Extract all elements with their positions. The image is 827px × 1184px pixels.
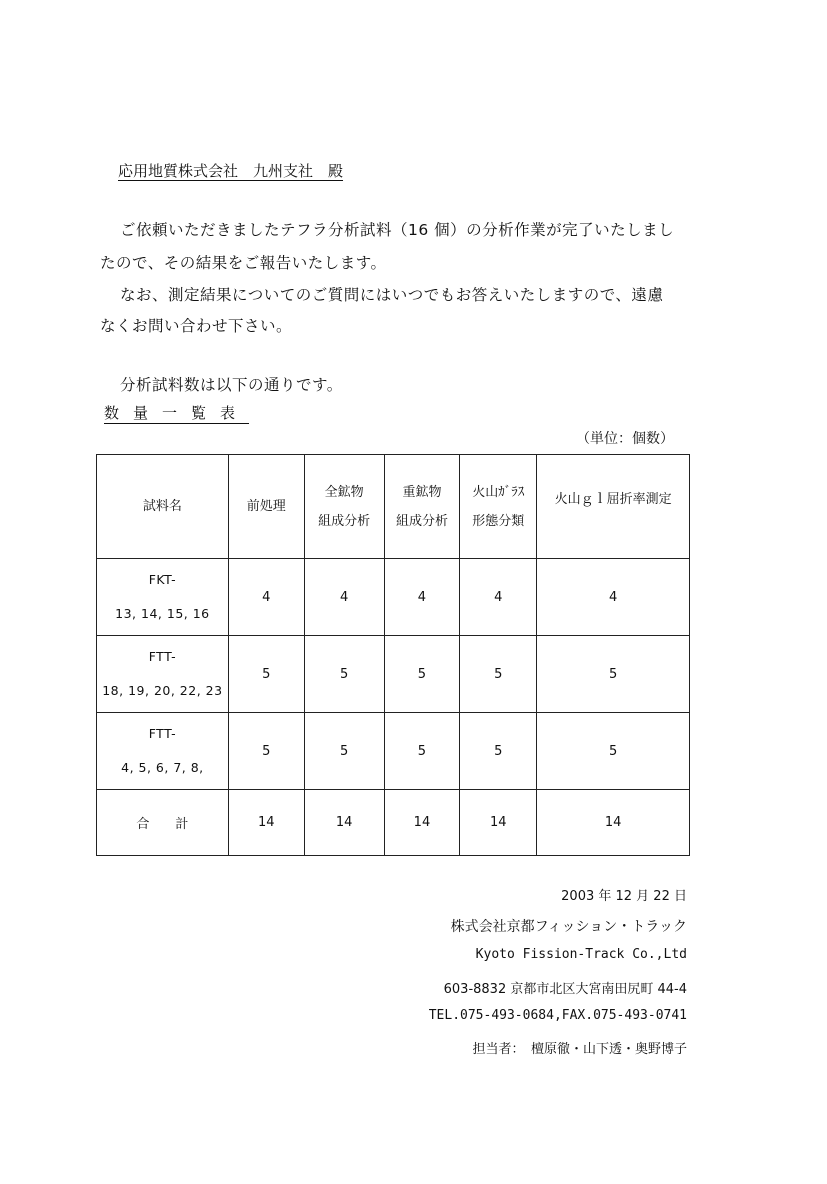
sample-prefix: FTT-	[148, 726, 177, 741]
pretreat-count: 5	[228, 636, 304, 713]
body-paragraph-1-line-2: たので、その結果をご報告いたします。	[100, 254, 387, 272]
table-header-row	[97, 455, 690, 559]
header-total-mineral	[304, 455, 384, 559]
header-total-mineral-line-2: 組成分析	[318, 513, 371, 529]
report-date: 2003 年 12 月 22 日	[561, 889, 687, 904]
header-heavy-mineral-line-1: 重鉱物	[402, 484, 442, 500]
unit-note: （単位：個数）	[576, 431, 674, 447]
refractive-count: 5	[537, 636, 690, 713]
header-volcanic-glass-line-2: 形態分類	[472, 513, 525, 529]
total-mineral-count: 4	[304, 559, 384, 636]
total-volcanic-glass: 14	[460, 790, 537, 856]
header-heavy-mineral-line-2: 組成分析	[395, 513, 448, 529]
company-name-ja: 株式会社京都フィッション・トラック	[450, 919, 687, 935]
addressee: 応用地質株式会社 九州支社 殿	[118, 162, 344, 180]
total-mineral-count: 5	[304, 636, 384, 713]
header-heavy-mineral	[384, 455, 460, 559]
sample-prefix: FKT-	[148, 572, 177, 587]
heavy-mineral-count: 4	[384, 559, 460, 636]
body-paragraph-3: 分析試料数は以下の通りです。	[120, 376, 343, 394]
company-name-en: Kyoto Fission-Track Co.,Ltd	[475, 947, 687, 962]
volcanic-glass-count: 5	[460, 636, 537, 713]
table-row	[97, 636, 690, 713]
body-paragraph-2-line-2: なくお問い合わせ下さい。	[100, 317, 293, 335]
quantity-table	[96, 454, 690, 856]
pretreat-count: 4	[228, 559, 304, 636]
heavy-mineral-count: 5	[384, 713, 460, 790]
header-pretreat: 前処理	[228, 455, 304, 559]
sample-name-cell	[97, 559, 229, 636]
total-total-mineral: 14	[304, 790, 384, 856]
heavy-mineral-count: 5	[384, 636, 460, 713]
volcanic-glass-count: 4	[460, 559, 537, 636]
sample-numbers: 18, 19, 20, 22, 23	[102, 683, 223, 698]
sample-name-cell	[97, 636, 229, 713]
header-total-mineral-line-1: 全鉱物	[324, 484, 364, 500]
body-paragraph-2-line-1: なお、測定結果についてのご質問にはいつでもお答えいたしますので、遠慮	[120, 286, 664, 304]
table-title: 数量一覧表	[104, 404, 250, 422]
table-row	[97, 713, 690, 790]
sample-numbers: 13, 14, 15, 16	[115, 606, 210, 621]
volcanic-glass-count: 5	[460, 713, 537, 790]
refractive-count: 5	[537, 713, 690, 790]
sample-prefix: FTT-	[148, 649, 177, 664]
total-pretreat: 14	[228, 790, 304, 856]
total-mineral-count: 5	[304, 713, 384, 790]
company-tel-fax: TEL.075-493-0684,FAX.075-493-0741	[428, 1008, 687, 1023]
sample-name-cell	[97, 713, 229, 790]
total-heavy-mineral: 14	[384, 790, 460, 856]
table-row	[97, 559, 690, 636]
header-volcanic-glass	[460, 455, 537, 559]
table-total-row	[97, 790, 690, 856]
header-sample: 試料名	[97, 455, 229, 559]
company-address: 603-8832 京都市北区大宮南田尻町 44-4	[443, 982, 687, 997]
staff-names: 担当者： 檀原徹・山下透・奥野博子	[472, 1042, 687, 1057]
total-refractive: 14	[537, 790, 690, 856]
total-label: 合 計	[97, 790, 229, 856]
refractive-count: 4	[537, 559, 690, 636]
body-paragraph-1-line-1: ご依頼いただきましたテフラ分析試料（16 個）の分析作業が完了いたしまし	[120, 221, 675, 239]
header-volcanic-glass-line-1: 火山ｶﾞﾗｽ	[472, 484, 525, 500]
header-refractive-line-1: 火山ｇｌ屈折率測定	[554, 492, 672, 507]
sample-numbers: 4, 5, 6, 7, 8,	[121, 760, 204, 775]
pretreat-count: 5	[228, 713, 304, 790]
header-refractive	[537, 455, 690, 559]
